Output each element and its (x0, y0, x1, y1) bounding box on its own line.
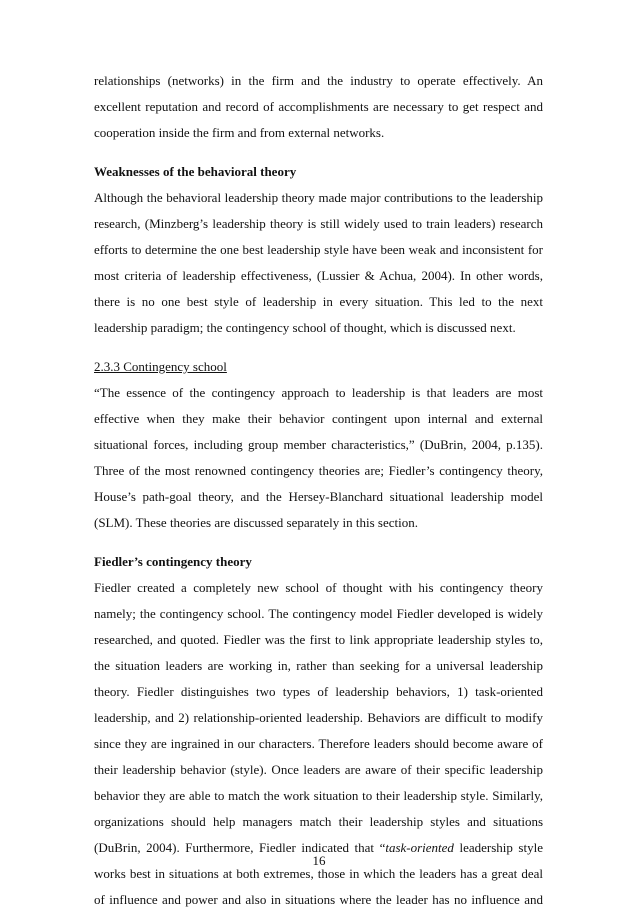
paragraph-line: there is no one best style of leadership in every situation. This led to the next (94, 294, 543, 309)
italic-term: task-oriented (385, 840, 454, 855)
paragraph-line: (SLM). These theories are discussed separately in this section. (94, 515, 418, 530)
paragraph-line: Three of the most renowned contingency theories are; Fiedler’s contingency theory, (94, 463, 543, 478)
paragraph-line: research, (Minzberg’s leadership theory is still widely used to train leaders) research (94, 216, 543, 231)
paragraph-line: efforts to determine the one best leadership style have been weak and inconsistent for (94, 242, 543, 257)
paragraph-line: theory. Fiedler distinguishes two types of leadership behaviors, 1) task-oriented (94, 684, 543, 699)
paragraph-line: “The essence of the contingency approach to leadership is that leaders are most (94, 385, 543, 400)
paragraph-line: of influence and power and also in situations where the leader has no influence and (94, 892, 543, 907)
text-segment: (DuBrin, 2004). Furthermore, Fiedler indicated that “ (94, 840, 386, 855)
paragraph-line: House’s path-goal theory, and the Hersey-Blanchard situational leadership model (94, 489, 543, 504)
paragraph-line: the situation leaders are working in, rather than seeking for a universal leadership (94, 658, 543, 673)
paragraph-line: Although the behavioral leadership theory made major contributions to the leadership (94, 190, 543, 205)
paragraph-line: relationships (networks) in the firm and the industry to operate effectively. An (94, 73, 543, 88)
paragraph-line: leadership, and 2) relationship-oriented leadership. Behaviors are difficult to modify (94, 710, 543, 725)
section-heading: Fiedler’s contingency theory (94, 554, 252, 569)
paragraph-line: researched, and quoted. Fiedler was the first to link appropriate leadership styles to, (94, 632, 543, 647)
paragraph-line: organizations should help managers match their leadership styles and situations (94, 814, 543, 829)
paragraph-line: behavior they are able to match the work situation to their leadership style. Similarly, (94, 788, 543, 803)
paragraph-line: effective when they make their behavior contingent upon internal and external (94, 411, 543, 426)
paragraph-line: most criteria of leadership effectiveness, (Lussier & Achua, 2004). In other words, (94, 268, 543, 283)
subsection-heading: 2.3.3 Contingency school (94, 359, 227, 374)
paragraph-line: since they are ingrained in our characters. Therefore leaders should become aware of (94, 736, 543, 751)
page-number: 16 (312, 853, 326, 868)
text-segment: leadership style (453, 840, 543, 855)
paragraph-line: Fiedler created a completely new school of thought with his contingency theory (94, 580, 543, 595)
paragraph-line: works best in situations at both extremes, those in which the leaders has a great deal (94, 866, 543, 881)
section-heading: Weaknesses of the behavioral theory (94, 164, 297, 179)
paragraph-line: cooperation inside the firm and from external networks. (94, 125, 385, 140)
paragraph-line: excellent reputation and record of accomplishments are necessary to get respect and (94, 99, 543, 114)
paragraph-line: namely; the contingency school. The contingency model Fiedler developed is widely (94, 606, 543, 621)
paragraph-line: their leadership behavior (style). Once leaders are aware of their specific leadership (94, 762, 543, 777)
paragraph-line: situational forces, including group member characteristics,” (DuBrin, 2004, p.135). (94, 437, 543, 452)
paragraph-line: leadership paradigm; the contingency school of thought, which is discussed next. (94, 320, 516, 335)
